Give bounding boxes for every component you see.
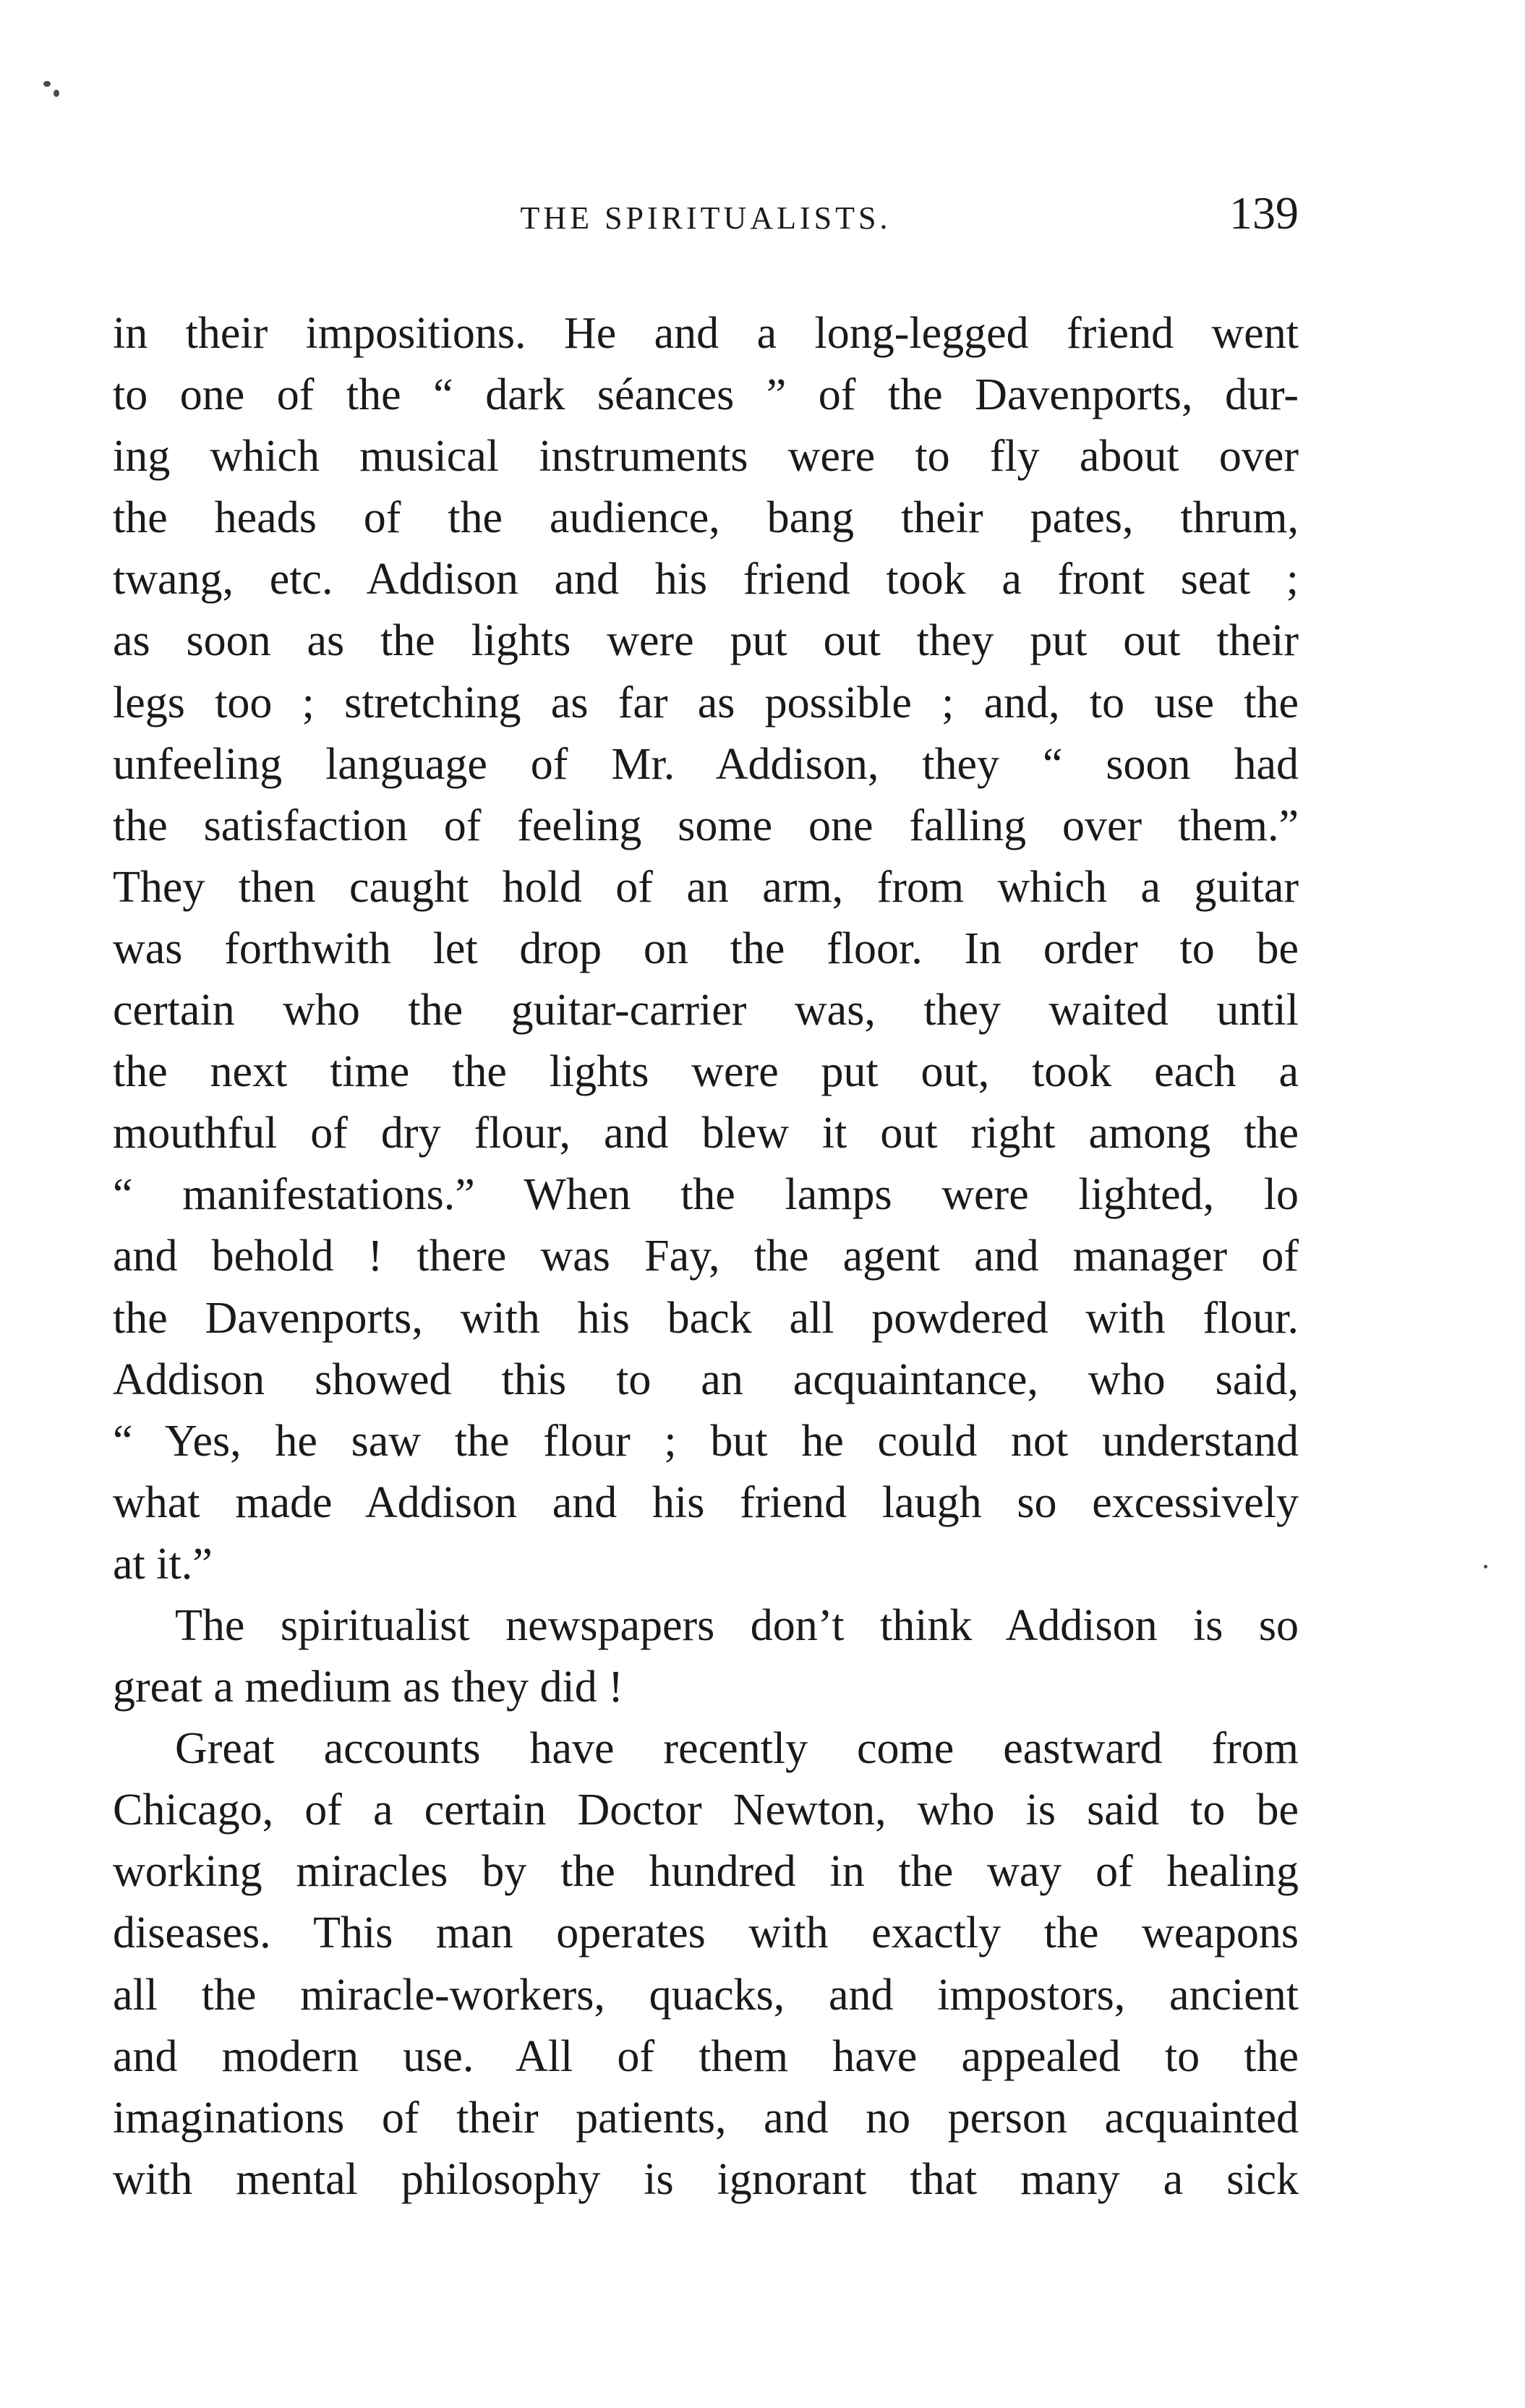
text-line: and behold ! there was Fay, the agent and manager of xyxy=(113,1231,1299,1281)
text-line: Chicago, of a certain Doctor Newton, who is said to be xyxy=(113,1785,1299,1835)
text-line: Great accounts have recently come eastward from xyxy=(175,1724,1299,1774)
text-line: what made Addison and his friend laugh so excessively xyxy=(113,1477,1299,1527)
text-line: certain who the guitar-carrier was, they waited until xyxy=(113,986,1299,1036)
text-line: to one of the “ dark séances ” of the Davenports, dur- xyxy=(113,370,1299,420)
text-line: the heads of the audience, bang their pates, thrum, xyxy=(113,493,1299,543)
text-line: They then caught hold of an arm, from which a guitar xyxy=(113,862,1299,912)
text-line: The spiritualist newspapers don’t think Addison is so xyxy=(175,1600,1299,1650)
text-line: twang, etc. Addison and his friend took a front seat ; xyxy=(113,555,1299,605)
running-title: THE SPIRITUALISTS. xyxy=(520,200,892,236)
text-line: “ Yes, he saw the flour ; but he could not understand xyxy=(113,1416,1299,1466)
text-line: mouthful of dry flour, and blew it out right among the xyxy=(113,1109,1299,1158)
ink-speck xyxy=(1484,1565,1487,1568)
text-line: “ manifestations.” When the lamps were lighted, lo xyxy=(113,1170,1299,1220)
body-text xyxy=(113,303,1299,2211)
text-line: the satisfaction of feeling some one falling over them.” xyxy=(113,800,1299,850)
text-line: imaginations of their patients, and no person acquainted xyxy=(113,2093,1299,2143)
text-line: at it.” xyxy=(113,1539,213,1589)
text-line: the Davenports, with his back all powdered with flour. xyxy=(113,1293,1299,1343)
text-line: the next time the lights were put out, took each a xyxy=(113,1047,1299,1097)
page-number: 139 xyxy=(1229,187,1299,239)
ink-speck xyxy=(43,81,51,87)
text-line: ing which musical instruments were to fly about over xyxy=(113,432,1299,482)
text-line: and modern use. All of them have appealed to the xyxy=(113,2031,1299,2081)
text-line: great a medium as they did ! xyxy=(113,1662,623,1712)
text-line: as soon as the lights were put out they put out their xyxy=(113,616,1299,666)
ink-speck xyxy=(54,90,59,97)
text-line: with mental philosophy is ignorant that many a sick xyxy=(113,2154,1299,2204)
text-line: legs too ; stretching as far as possible ; and, to use the xyxy=(113,678,1299,727)
text-line: diseases. This man operates with exactly the weapons xyxy=(113,1908,1299,1958)
text-line: was forthwith let drop on the floor. In order to be xyxy=(113,923,1299,973)
text-line: working miracles by the hundred in the way of healing xyxy=(113,1847,1299,1897)
page-header xyxy=(113,187,1299,252)
text-line: in their impositions. He and a long-legged friend went xyxy=(113,309,1299,358)
text-line: Addison showed this to an acquaintance, who said, xyxy=(113,1354,1299,1404)
text-line: all the miracle-workers, quacks, and impostors, ancient xyxy=(113,1970,1299,2020)
text-line: unfeeling language of Mr. Addison, they “ soon had xyxy=(113,739,1299,789)
